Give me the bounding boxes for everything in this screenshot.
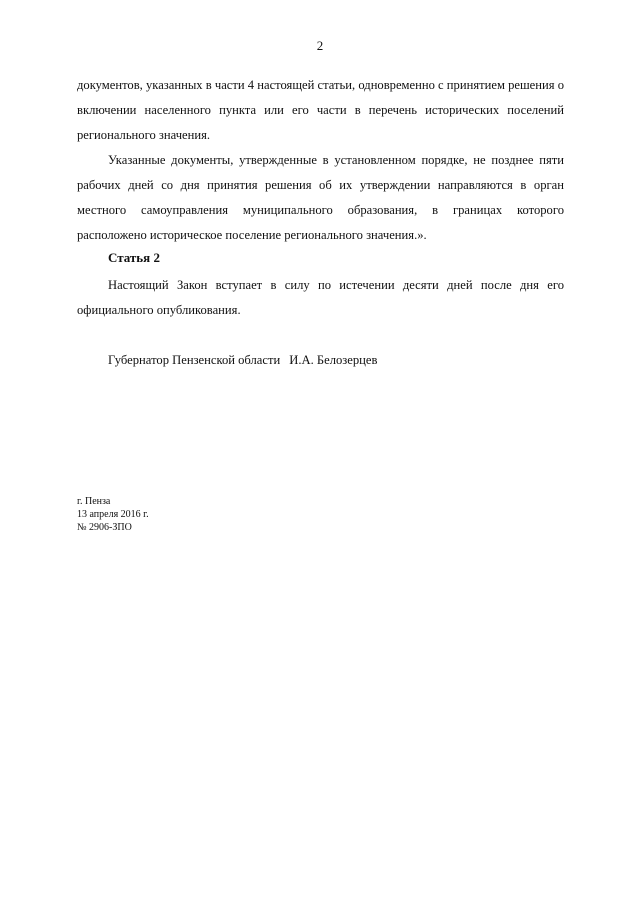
article-2-paragraph: Настоящий Закон вступает в силу по истечении десяти дней после дня его официального опубликования. [77,278,564,317]
article-2-body [77,273,564,323]
document-details [77,495,149,534]
law-number: № 2906-ЗПО [77,522,132,533]
issue-city: г. Пенза [77,496,111,507]
documents-notice-paragraph: Указанные документы, утвержденные в установленном порядке, не позднее пяти рабочих дней со дня принятия решения об их утверждении направляются в орган местного самоуправления муниципального образования, в границах которого расположено историческое поселение регионального значения.». [77,153,564,242]
continuation-paragraph: документов, указанных в части 4 настоящей статьи, одновременно с принятием решения о включении населенного пункта или его части в перечень исторических поселений регионального значения. [77,78,564,142]
signature-line [108,353,377,368]
signatory-position: Губернатор Пензенской области [108,353,281,367]
page-number: 2 [316,38,324,53]
signatory-name: И.А. Белозерцев [289,353,378,367]
issue-date: 13 апреля 2016 г. [77,509,149,520]
article-2-heading: Статья 2 [108,250,160,265]
article-1-ending [77,73,564,248]
